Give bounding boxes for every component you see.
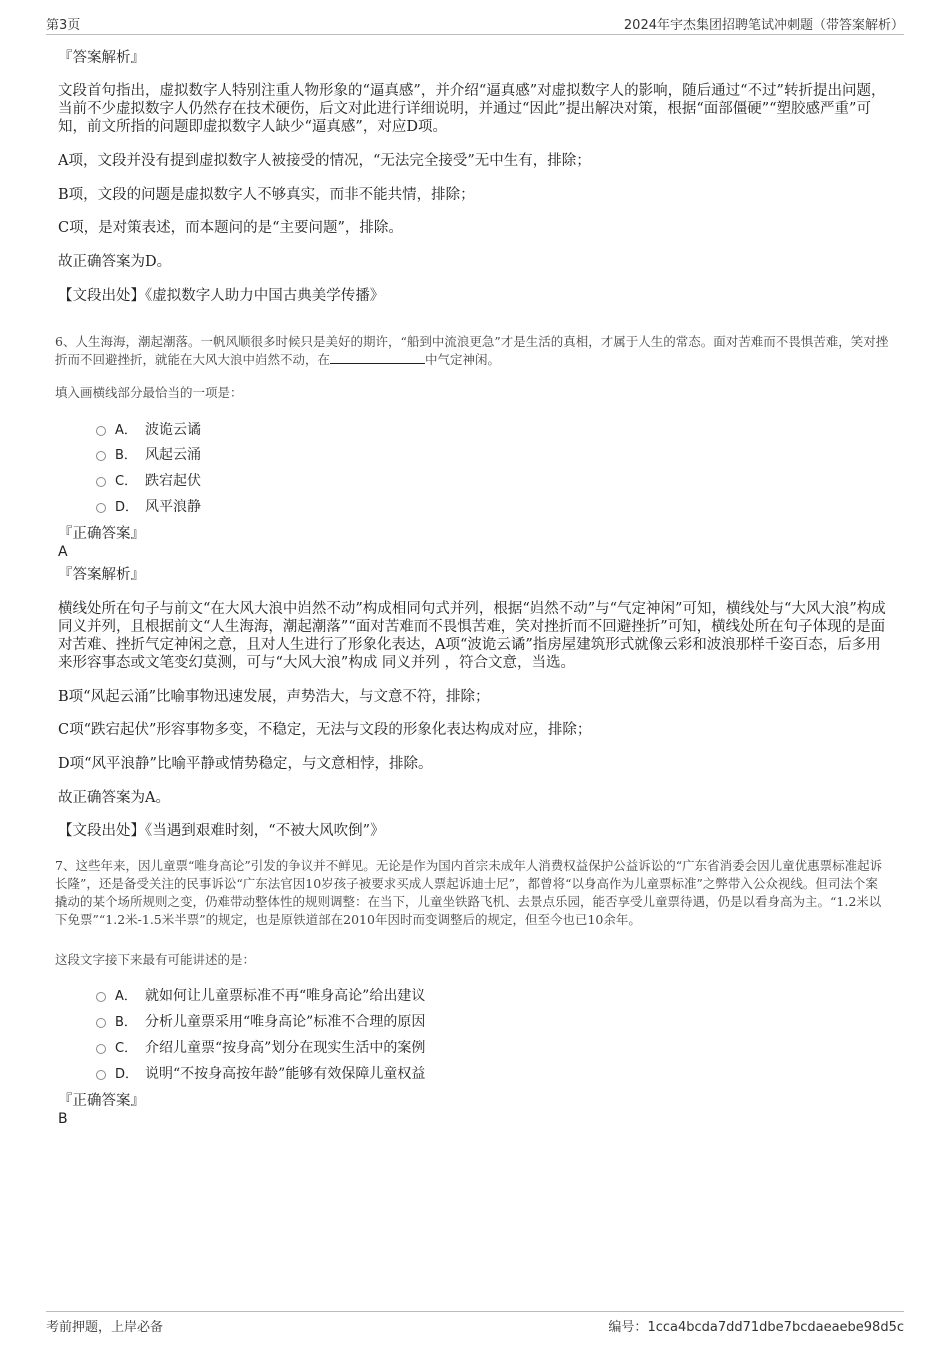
q6-answer: A bbox=[58, 544, 68, 560]
footer-slogan: 考前押题，上岸必备 bbox=[46, 1320, 164, 1335]
q6-analysis-label: 『答案解析』 bbox=[58, 567, 145, 583]
radio-icon[interactable] bbox=[96, 1044, 106, 1054]
q6-analysis-option-c: C项“跌宕起伏”形容事物多变，不稳定，无法与文段的形象化表达构成对应，排除； bbox=[58, 722, 592, 738]
radio-icon[interactable] bbox=[96, 477, 106, 487]
q6-option-c[interactable]: C． 跌宕起伏 bbox=[96, 472, 201, 491]
radio-icon[interactable] bbox=[96, 503, 106, 513]
q5-analysis-option-c: C项，是对策表述，而本题问的是“主要问题”，排除。 bbox=[58, 220, 403, 236]
q6-answer-label: 『正确答案』 bbox=[58, 526, 145, 542]
q7-instruction: 这段文字接下来最有可能讲述的是： bbox=[55, 952, 256, 967]
q6-stem: 6、人生海海，潮起潮落。一帆风顺很多时候只是美好的期许，“船到中流浪更急”才是生活的真相，才属于人生的常态。面对苦难而不畏惧苦难，笑对挫折而不回避挫折，就能在大风大浪中岿然不动，在 中气定神闲。 bbox=[55, 334, 889, 367]
q6-analysis-option-b: B项“风起云涌”比喻事物迅速发展，声势浩大，与文意不符，排除； bbox=[58, 689, 490, 705]
radio-icon[interactable] bbox=[96, 426, 106, 436]
q7-stem: 7、这些年来，因儿童票“唯身高论”引发的争议并不鲜见。无论是作为国内首宗未成年人消费权益保护公益诉讼的“广东省消委会因儿童优惠票标准起诉长隆”，还是备受关注的民事诉讼“广东法官因10岁孩子被要求买成人票起诉迪士尼”，都曾将“以身高作为儿童票标准”之弊带入公众视线。但司法个案撬动的某个场所规则之变，仍难带动整体性的规则调整：在当下，儿童坐铁路飞机、去景点乐园，能否享受儿童票待遇，仍是以看身高为主。“1.2米以下免票”“1.2米-1.5米半票”的规定，也是原铁道部在2010年因时而变调整后的规定，但至今也已10余年。 bbox=[55, 858, 883, 927]
radio-icon[interactable] bbox=[96, 451, 106, 461]
q6-option-a[interactable]: A． 波诡云谲 bbox=[96, 421, 201, 440]
q7-option-a[interactable]: A． 就如何让儿童票标准不再“唯身高论”给出建议 bbox=[96, 987, 425, 1006]
page-header bbox=[46, 12, 904, 35]
fill-blank bbox=[330, 352, 425, 364]
q6-option-d[interactable]: D． 风平浪静 bbox=[96, 498, 201, 517]
q7-option-d[interactable]: D． 说明“不按身高按年龄”能够有效保障儿童权益 bbox=[96, 1065, 425, 1084]
q7-option-c[interactable]: C． 介绍儿童票“按身高”划分在现实生活中的案例 bbox=[96, 1039, 425, 1058]
q7-answer: B bbox=[58, 1111, 68, 1127]
page-footer bbox=[46, 1311, 904, 1335]
q5-conclusion: 故正确答案为D。 bbox=[58, 254, 172, 270]
q6-conclusion: 故正确答案为A。 bbox=[58, 790, 170, 806]
q6-source: 【文段出处】《当遇到艰难时刻，“不被大风吹倒”》 bbox=[58, 823, 385, 839]
q6-option-b[interactable]: B． 风起云涌 bbox=[96, 446, 201, 465]
document-code: 编号：1cca4bcda7dd71dbe7bcdaeaebe98d5c bbox=[608, 1320, 904, 1335]
radio-icon[interactable] bbox=[96, 992, 106, 1002]
document-title: 2024年宇杰集团招聘笔试冲刺题（带答案解析） bbox=[623, 18, 904, 33]
q5-source: 【文段出处】《虚拟数字人助力中国古典美学传播》 bbox=[58, 288, 385, 304]
q6-instruction: 填入画横线部分最恰当的一项是： bbox=[55, 385, 243, 400]
radio-icon[interactable] bbox=[96, 1070, 106, 1080]
page-number: 第3页 bbox=[46, 18, 81, 33]
q7-answer-label: 『正确答案』 bbox=[58, 1093, 145, 1109]
q5-analysis-paragraph: 文段首句指出，虚拟数字人特别注重人物形象的“逼真感”，并介绍“逼真感”对虚拟数字人的影响，随后通过“不过”转折提出问题，当前不少虚拟数字人仍然存在技术硬伤，后文对此进行详细说明，并通过“因此”提出解决对策，根据“面部僵硬”“塑胶感严重”可知，前文所指的问题即虚拟数字人缺少“逼真感”，对应D项。 bbox=[58, 83, 886, 135]
q6-analysis-paragraph: 横线处所在句子与前文“在大风大浪中岿然不动”构成相同句式并列，根据“岿然不动”与“气定神闲”可知，横线处与“大风大浪”构成同义并列，且根据前文“人生海海，潮起潮落”“面对苦难而不畏惧苦难，笑对挫折而不回避挫折”可知，横线处所在句子体现的是面对苦难、挫折气定神闲之意，且对人生进行了形象化表达，A项“波诡云谲”指房屋建筑形式就像云彩和波浪那样千姿百态，后多用来形容事态或文笔变幻莫测，可与“大风大浪”构成 同义并列 ，符合文意，当选。 bbox=[58, 601, 886, 671]
q5-analysis-option-b: B项，文段的问题是虚拟数字人不够真实，而非不能共情，排除； bbox=[58, 187, 475, 203]
q6-analysis-option-d: D项“风平浪静”比喻平静或情势稳定，与文意相悖，排除。 bbox=[58, 756, 433, 772]
q7-option-b[interactable]: B． 分析儿童票采用“唯身高论”标准不合理的原因 bbox=[96, 1013, 425, 1032]
radio-icon[interactable] bbox=[96, 1018, 106, 1028]
q5-analysis-option-a: A项，文段并没有提到虚拟数字人被接受的情况，“无法完全接受”无中生有，排除； bbox=[58, 153, 591, 169]
q5-analysis-label: 『答案解析』 bbox=[58, 50, 145, 66]
